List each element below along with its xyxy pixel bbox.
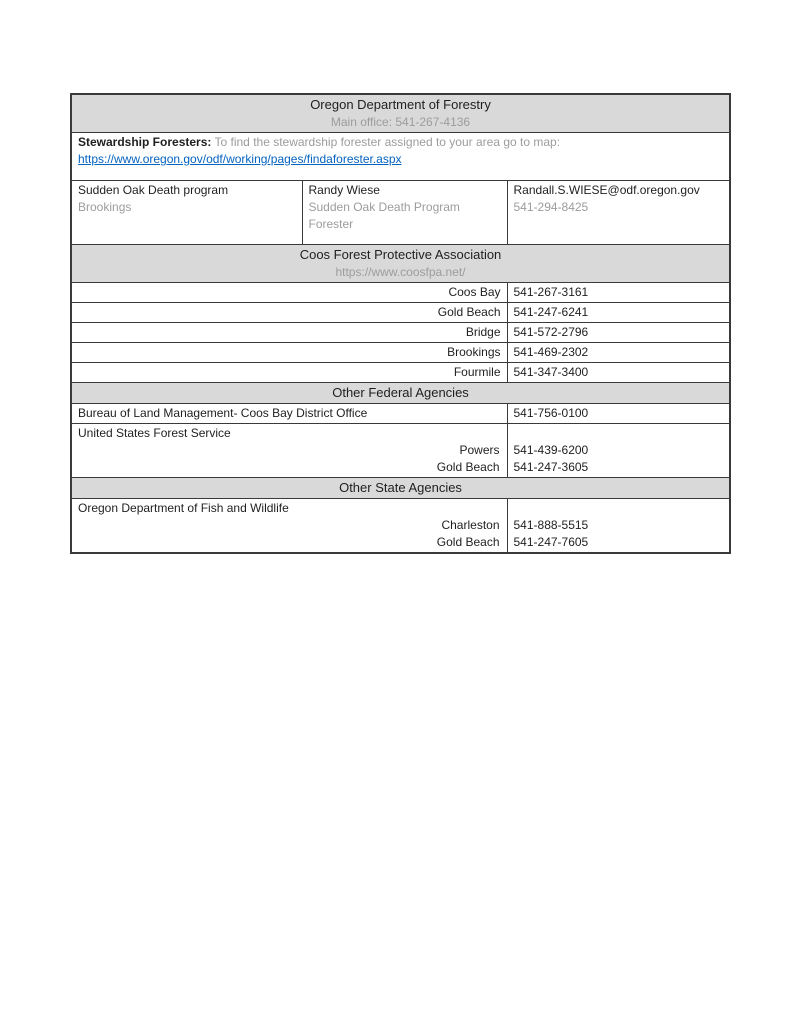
office-location: Fourmile	[71, 363, 507, 383]
office-phone: 541-267-3161	[507, 283, 730, 303]
office-location: Gold Beach	[436, 460, 500, 474]
sod-contact-name: Randy Wiese	[308, 183, 380, 197]
office-phone: 541-888-5515	[513, 518, 589, 532]
sod-program-name: Sudden Oak Death program	[78, 183, 229, 197]
office-location: Gold Beach	[71, 303, 507, 323]
usfs-name: United States Forest Service	[78, 426, 231, 440]
spacer	[514, 425, 724, 442]
sod-contact-cell	[302, 181, 507, 245]
sod-reach-cell	[507, 181, 730, 245]
table-row	[71, 323, 730, 343]
table-row	[71, 303, 730, 323]
sod-email: Randall.S.WIESE@odf.oregon.gov	[513, 183, 700, 197]
sod-program-cell	[71, 181, 302, 245]
table-row	[71, 404, 730, 424]
federal-header-title: Other Federal Agencies	[332, 385, 469, 400]
office-phone: 541-572-2796	[507, 323, 730, 343]
usfs-cell	[71, 424, 507, 478]
state-header-cell	[71, 478, 730, 499]
office-phone: 541-347-3400	[507, 363, 730, 383]
office-location: Powers	[459, 443, 500, 457]
odfw-name: Oregon Department of Fish and Wildlife	[78, 501, 289, 515]
cfpa-header-cell	[71, 245, 730, 283]
odfw-cell	[71, 499, 507, 554]
table-row	[71, 424, 730, 478]
office-location: Charleston	[441, 518, 500, 532]
stewardship-line	[78, 134, 723, 151]
table-row	[71, 363, 730, 383]
blm-name: Bureau of Land Management- Coos Bay District Office	[71, 404, 507, 424]
office-phone: 541-469-2302	[507, 343, 730, 363]
odfw-phones-cell	[507, 499, 730, 554]
office-location: Brookings	[71, 343, 507, 363]
blm-phone: 541-756-0100	[507, 404, 730, 424]
office-location: Gold Beach	[436, 535, 500, 549]
stewardship-cell	[71, 133, 730, 181]
office-phone: 541-247-6241	[507, 303, 730, 323]
federal-header-cell	[71, 383, 730, 404]
office-phone: 541-247-3605	[513, 460, 589, 474]
odf-main-office: Main office: 541-267-4136	[330, 115, 471, 129]
stewardship-desc: To find the stewardship forester assigned to your area go to map:	[214, 135, 561, 149]
table-row	[71, 499, 730, 554]
state-header-title: Other State Agencies	[339, 480, 462, 495]
cfpa-url: https://www.coosfpa.net/	[335, 265, 466, 279]
table-row	[71, 343, 730, 363]
usfs-phones-cell	[507, 424, 730, 478]
findaforester-link[interactable]: https://www.oregon.gov/odf/working/pages/findaforester.aspx	[78, 152, 402, 166]
stewardship-link-line	[78, 151, 723, 168]
cfpa-title: Coos Forest Protective Association	[299, 247, 502, 262]
forestry-contact-table	[70, 93, 731, 554]
office-location: Coos Bay	[71, 283, 507, 303]
odf-title: Oregon Department of Forestry	[310, 97, 491, 112]
odf-header-cell	[71, 94, 730, 133]
sod-contact-title: Sudden Oak Death Program Forester	[308, 200, 460, 231]
sod-program-location: Brookings	[78, 200, 132, 214]
spacer	[514, 500, 724, 517]
office-location: Bridge	[71, 323, 507, 343]
stewardship-label: Stewardship Foresters:	[78, 135, 212, 149]
office-phone: 541-439-6200	[513, 443, 589, 457]
office-phone: 541-247-7605	[513, 535, 589, 549]
sod-phone: 541-294-8425	[513, 200, 589, 214]
table-row	[71, 283, 730, 303]
